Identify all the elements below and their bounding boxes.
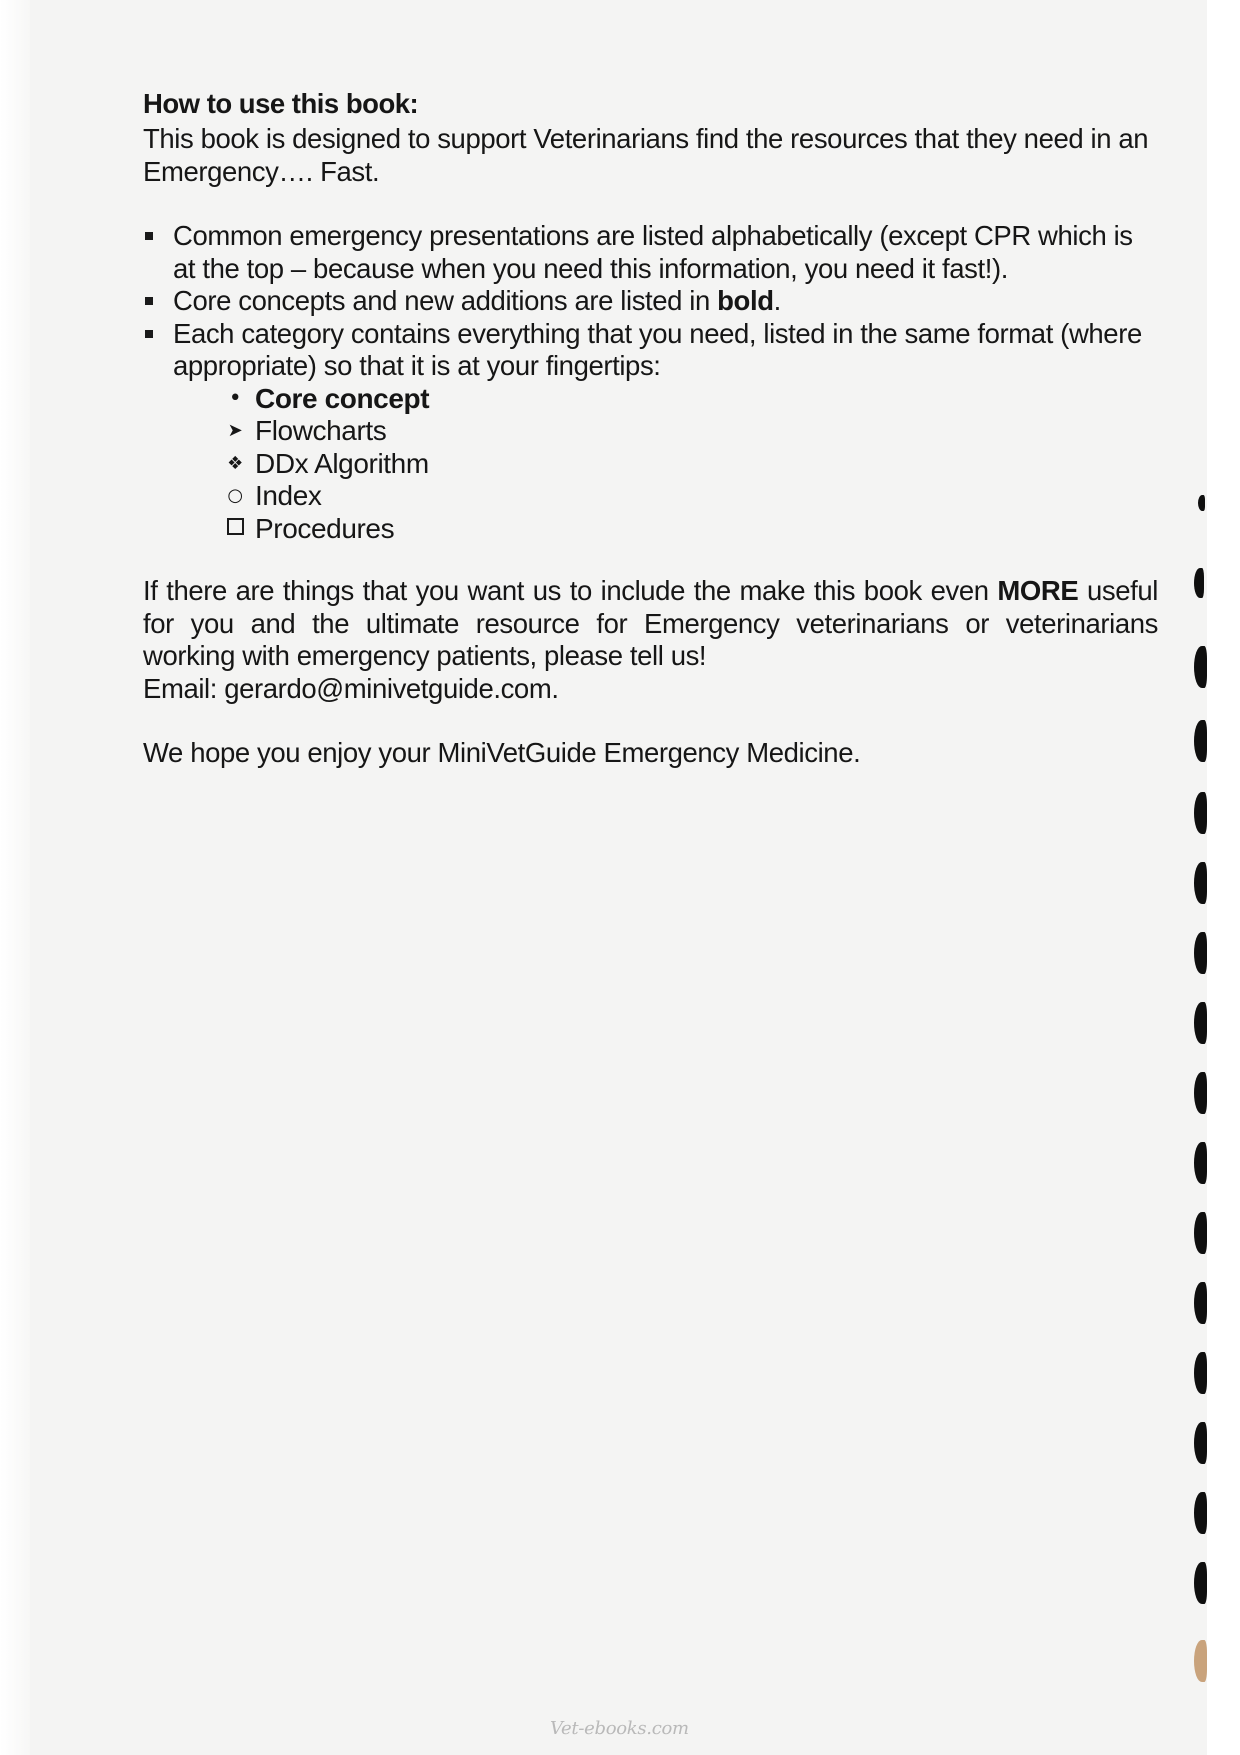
list-item bbox=[143, 318, 1158, 546]
feedback-text-end: useful for you and the ultimate resource for Emergency veterinarians or veterinarians working with emergency patients, please tell us! bbox=[143, 575, 1158, 671]
square-bullet-icon bbox=[145, 330, 153, 338]
legend-label: Core concept bbox=[255, 382, 430, 414]
list-item-text: Each category contains everything that you need, listed in the same format (where appropriate) so that it is at your fingertips: bbox=[173, 317, 1142, 381]
closing-line: We hope you enjoy your MiniVetGuide Emergency Medicine. bbox=[143, 737, 861, 768]
arrowhead-icon: ➤ bbox=[227, 420, 243, 441]
legend-label: Index bbox=[255, 480, 322, 511]
binding-hole bbox=[1194, 862, 1207, 904]
page-margin bbox=[0, 0, 30, 1755]
binding-hole bbox=[1194, 1282, 1207, 1324]
legend-item bbox=[225, 448, 1158, 481]
binding-hole bbox=[1194, 720, 1207, 762]
square-bullet-icon bbox=[145, 232, 153, 240]
list-item-text: Common emergency presentations are listed alphabetically (except CPR which is at the top – because when you need this information, you need it fast!). bbox=[173, 220, 1133, 284]
bold-word: bold bbox=[717, 285, 774, 316]
format-legend bbox=[173, 383, 1158, 546]
legend-item bbox=[225, 480, 1158, 513]
binding-hole bbox=[1194, 1492, 1207, 1534]
emphasis-more: MORE bbox=[997, 575, 1079, 606]
list-item bbox=[143, 220, 1158, 285]
usage-list bbox=[143, 220, 1158, 545]
intro-paragraph: This book is designed to support Veterinarians find the resources that they need in an Emergency…. Fast. bbox=[143, 123, 1149, 187]
watermark: Vet-ebooks.com bbox=[550, 1718, 689, 1739]
list-item-text-end: . bbox=[773, 285, 781, 316]
binding-hole bbox=[1194, 568, 1204, 598]
legend-item bbox=[225, 513, 1158, 546]
section-heading: How to use this book: bbox=[143, 88, 419, 119]
legend-label: Procedures bbox=[255, 512, 395, 544]
feedback-paragraph bbox=[143, 575, 1158, 673]
binding-hole bbox=[1194, 646, 1207, 688]
binding-hole bbox=[1194, 932, 1207, 974]
legend-label: DDx Algorithm bbox=[255, 447, 429, 479]
circle-icon: ○ bbox=[227, 485, 243, 506]
binding-hole bbox=[1194, 792, 1207, 834]
binding-hole bbox=[1194, 1640, 1207, 1682]
binding-hole bbox=[1194, 1212, 1207, 1254]
legend-item bbox=[225, 383, 1158, 416]
contact-email: Email: gerardo@minivetguide.com. bbox=[143, 672, 559, 704]
feedback-text: If there are things that you want us to include the make this book even bbox=[143, 575, 998, 606]
binding-hole bbox=[1194, 1072, 1207, 1114]
legend-item bbox=[225, 415, 1158, 448]
list-item bbox=[143, 285, 1158, 318]
square-bullet-icon bbox=[145, 297, 153, 305]
page-content bbox=[143, 88, 1158, 770]
checkbox-square-icon bbox=[225, 513, 245, 546]
binding-hole bbox=[1194, 1352, 1207, 1394]
binding-hole bbox=[1194, 1562, 1207, 1604]
spiral-binding bbox=[1188, 0, 1240, 1755]
binding-hole bbox=[1198, 495, 1205, 511]
diamond-icon: ❖ bbox=[227, 452, 243, 474]
bullet-dot-icon: • bbox=[228, 385, 242, 411]
legend-label: Flowcharts bbox=[255, 415, 387, 446]
list-item-text: Core concepts and new additions are listed in bbox=[173, 285, 718, 316]
binding-hole bbox=[1194, 1142, 1207, 1184]
binding-hole bbox=[1194, 1422, 1207, 1464]
binding-hole bbox=[1194, 1002, 1207, 1044]
